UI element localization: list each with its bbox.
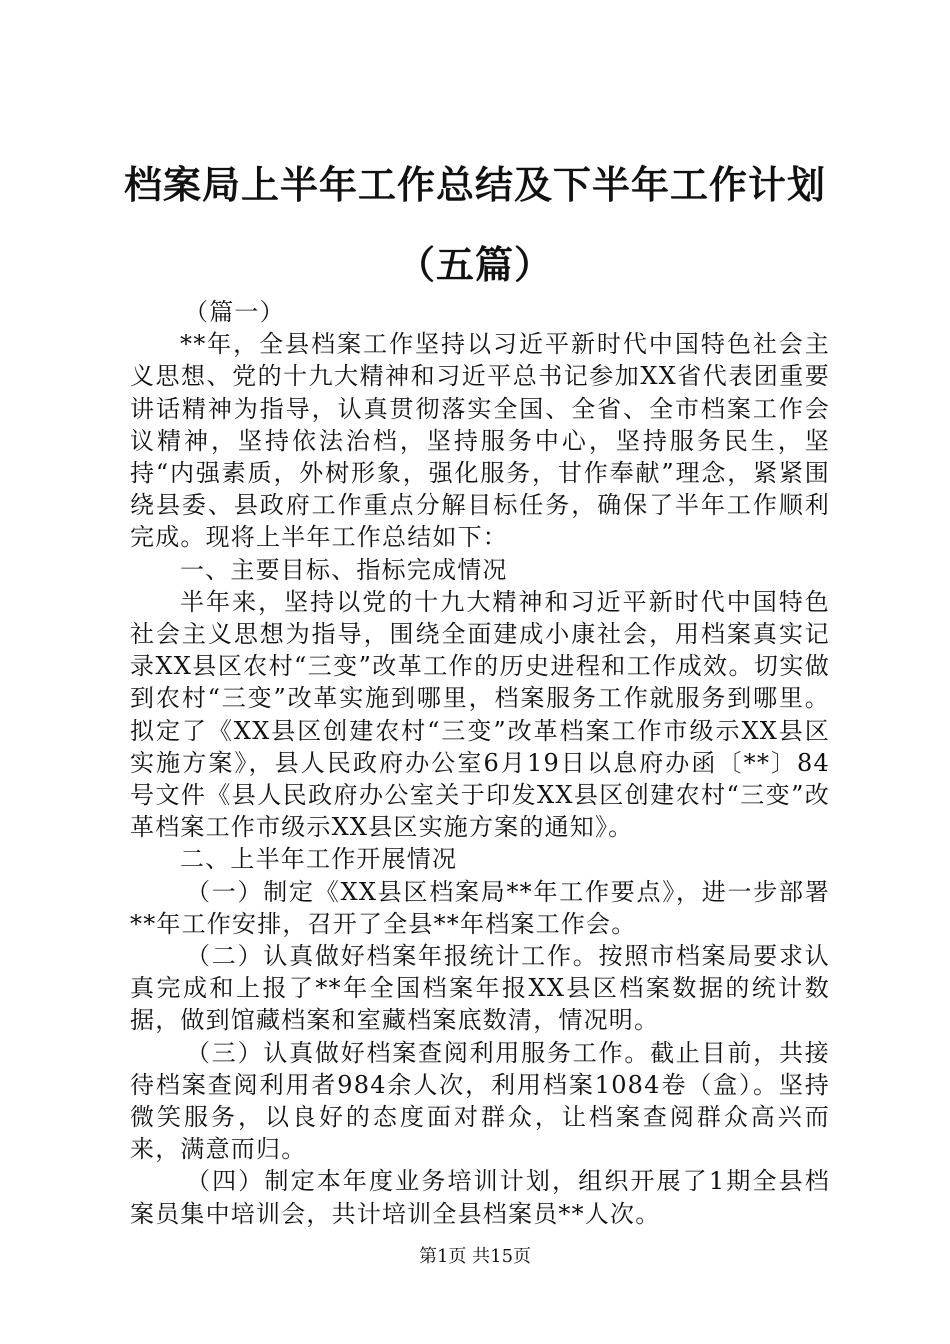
section-heading-2: 二、上半年工作开展情况	[180, 845, 458, 874]
document-body	[130, 296, 830, 1230]
paragraph-item-4: （四）制定本年度业务培训计划，组织开展了1期全县档案员集中培训会，共计培训全县档案员**人次。	[130, 1167, 830, 1228]
paragraph-item-2: （二）认真做好档案年报统计工作。按照市档案局要求认真完成和上报了**年全国档案年报XX县区档案数据的统计数据，做到馆藏档案和室藏档案底数清，情况明。	[130, 942, 830, 1035]
document-title: 档案局上半年工作总结及下半年工作计划（五篇）	[123, 162, 826, 287]
section-heading-1: 一、主要目标、指标完成情况	[180, 555, 508, 584]
paragraph-intro: **年，全县档案工作坚持以习近平新时代中国特色社会主义思想、党的十九大精神和习近平总书记参加XX省代表团重要讲话精神为指导，认真贯彻落实全国、全省、全市档案工作会议精神，坚持依法治档，坚持服务中心，坚持服务民生，坚持“内强素质，外树形象，强化服务，甘作奉献”理念，紧紧围绕县委、县政府工作重点分解目标任务，确保了半年工作顺利完成。现将上半年工作总结如下：	[130, 330, 830, 552]
section-label: （篇一）	[184, 298, 285, 326]
paragraph-item-1: （一）制定《XX县区档案局**年工作要点》，进一步部署**年工作安排，召开了全县**年档案工作会。	[130, 877, 830, 938]
page-footer: 第1页 共15页	[418, 1246, 532, 1267]
paragraph-item-3: （三）认真做好档案查阅利用服务工作。截止目前，共接待档案查阅利用者984余人次，利用档案1084卷（盒）。坚持微笑服务，以良好的态度面对群众，让档案查阅群众高兴而来，满意而归。	[130, 1038, 830, 1164]
paragraph-targets: 半年来，坚持以党的十九大精神和习近平新时代中国特色社会主义思想为指导，围绕全面建成小康社会，用档案真实记录XX县区农村“三变”改革工作的历史进程和工作成效。切实做到农村“三变”改革实施到哪里，档案服务工作就服务到哪里。拟定了《XX县区创建农村“三变”改革档案工作市级示XX县区实施方案》，县人民政府办公室6月19日以息府办函〔**〕84号文件《县人民政府办公室关于印发XX县区创建农村“三变”改革档案工作市级示XX县区实施方案的通知》。	[130, 587, 830, 842]
